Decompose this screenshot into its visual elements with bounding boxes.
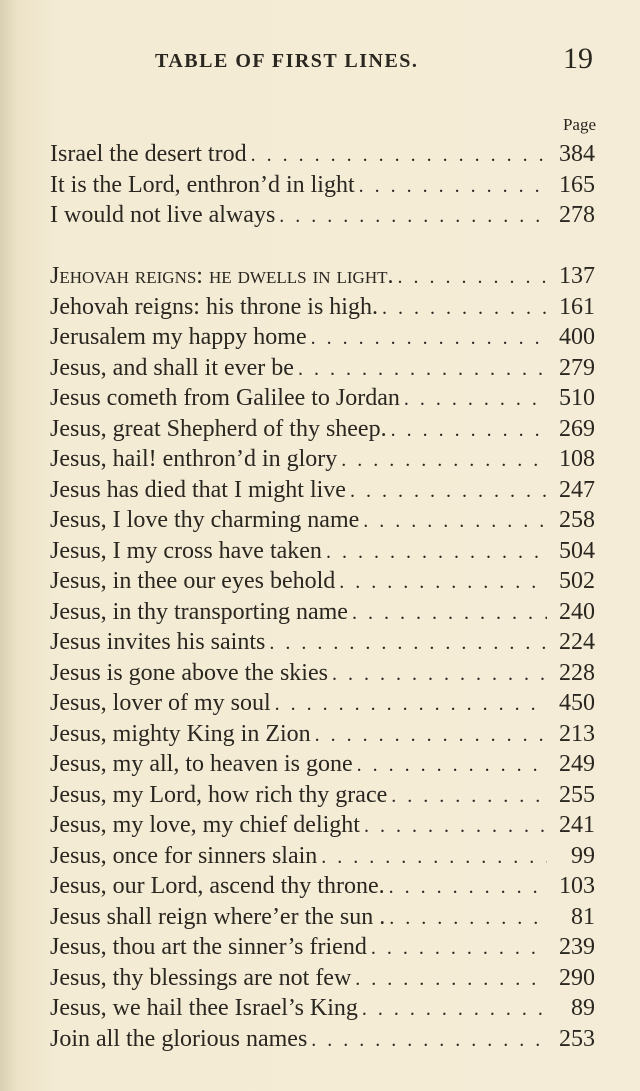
first-line-entry <box>50 536 595 567</box>
first-line-text: Jesus, in thy transporting name <box>50 598 348 625</box>
hymn-page-number: 241 <box>559 812 595 838</box>
hymn-page-number: 279 <box>559 354 595 381</box>
hymn-page-number: 213 <box>559 720 595 747</box>
dot-leader <box>321 842 547 873</box>
hymn-page-number: 504 <box>559 537 595 564</box>
dot-leader <box>251 140 547 171</box>
first-line-text: Israel the desert trod <box>50 141 247 167</box>
hymn-page-number: 249 <box>559 751 595 777</box>
first-line-text: Jesus, I love thy charming name <box>50 507 360 533</box>
first-line-entry <box>50 353 595 384</box>
first-line-entry <box>50 292 595 323</box>
first-lines-group-j <box>50 261 595 1054</box>
first-line-text: Jesus, thy blessings are not few <box>50 964 352 991</box>
dot-leader <box>391 415 547 446</box>
first-line-text: Jesus, mighty King in Zion <box>50 720 311 747</box>
first-line-text: Jesus, I my cross have taken <box>50 537 322 564</box>
hymn-page-number: 510 <box>559 385 595 411</box>
first-line-text: Jesus, my Lord, how rich thy grace <box>50 781 388 808</box>
hymn-page-number: 239 <box>559 934 595 960</box>
first-line-text: Jesus is gone above the skies <box>50 659 328 686</box>
first-line-text: Jesus, we hail thee Israel’s King <box>50 995 358 1021</box>
hymn-page-number: 400 <box>559 324 595 350</box>
dot-leader <box>275 689 547 720</box>
first-line-text: Jesus, in thee our eyes behold <box>50 568 336 594</box>
hymn-page-number: 278 <box>559 202 595 228</box>
first-line-entry <box>50 261 595 292</box>
first-line-entry <box>50 688 595 719</box>
running-head <box>155 42 605 82</box>
first-line-text: Jesus, thou art the sinner’s friend <box>50 934 367 960</box>
first-line-entry <box>50 993 595 1024</box>
first-line-text: Jesus cometh from Galilee to Jordan <box>50 385 400 411</box>
hymn-page-number: 247 <box>559 476 595 503</box>
first-line-entry <box>50 658 595 689</box>
first-line-entry <box>50 444 595 475</box>
first-line-text: Join all the glorious names <box>50 1025 308 1052</box>
hymn-page-number: 450 <box>559 690 595 716</box>
first-line-text: Jesus, hail! enthron’d in glory <box>50 446 338 472</box>
dot-leader <box>311 1025 547 1056</box>
first-line-entry <box>50 871 595 902</box>
hymn-page-number: 81 <box>571 903 595 930</box>
dot-leader <box>269 628 547 659</box>
first-line-entry <box>50 932 595 963</box>
first-line-entry <box>50 597 595 628</box>
dot-leader <box>355 964 547 995</box>
dot-leader <box>326 537 547 568</box>
first-line-entry <box>50 963 595 994</box>
first-line-text: I would not live always <box>50 202 276 228</box>
first-line-text: Jesus, lover of my soul <box>50 690 271 716</box>
hymn-page-number: 108 <box>559 446 595 472</box>
dot-leader <box>341 445 547 476</box>
first-line-entry <box>50 505 595 536</box>
hymn-page-number: 137 <box>559 263 595 289</box>
first-line-entry <box>50 1024 595 1055</box>
dot-leader <box>363 506 547 537</box>
first-line-entry <box>50 902 595 933</box>
first-line-entry <box>50 139 595 170</box>
first-line-entry <box>50 810 595 841</box>
dot-leader <box>352 598 547 629</box>
first-line-entry <box>50 841 595 872</box>
first-line-text: Jesus, great Shepherd of thy sheep. <box>50 415 387 442</box>
first-line-text: Jesus, my love, my chief delight <box>50 812 360 838</box>
first-line-text: Jesus, our Lord, ascend thy throne. <box>50 873 385 899</box>
dot-leader <box>359 171 547 202</box>
page-number: 19 <box>563 42 593 75</box>
dot-leader <box>350 476 547 507</box>
dot-leader <box>362 994 547 1025</box>
dot-leader <box>382 293 547 324</box>
hymn-page-number: 103 <box>559 873 595 899</box>
first-line-text: Jesus shall reign where’er the sun . <box>50 903 386 930</box>
first-line-entry <box>50 170 595 201</box>
dot-leader <box>279 201 547 232</box>
first-line-text: Jehovah reigns: his throne is high. <box>50 293 378 320</box>
first-line-entry <box>50 383 595 414</box>
dot-leader <box>339 567 547 598</box>
dot-leader <box>315 720 547 751</box>
dot-leader <box>389 903 547 934</box>
first-line-entry <box>50 475 595 506</box>
hymn-page-number: 89 <box>571 995 595 1021</box>
dot-leader <box>357 750 547 781</box>
hymn-page-number: 165 <box>559 171 595 198</box>
dot-leader <box>364 811 547 842</box>
first-line-text: Jesus, my all, to heaven is gone <box>50 751 353 777</box>
first-line-entry <box>50 566 595 597</box>
hymn-page-number: 258 <box>559 507 595 533</box>
hymn-page-number: 255 <box>559 781 595 808</box>
dot-leader <box>398 262 548 293</box>
hymn-page-number: 240 <box>559 598 595 625</box>
dot-leader <box>371 933 547 964</box>
first-line-text: Jesus, once for sinners slain <box>50 842 318 869</box>
dot-leader <box>391 781 547 812</box>
hymn-page-number: 502 <box>559 568 595 594</box>
page-column-label: Page <box>562 115 596 134</box>
dot-leader <box>311 323 547 354</box>
first-line-text: Jesus, and shall it ever be <box>50 354 294 381</box>
first-line-text: Jerusalem my happy home <box>50 324 307 350</box>
first-line-text: Jesus invites his saints <box>50 629 266 655</box>
first-line-text: Jehovah reigns: he dwells in light. <box>50 263 394 289</box>
dot-leader <box>298 354 547 385</box>
hymn-page-number: 384 <box>559 141 595 167</box>
hymn-page-number: 253 <box>559 1025 595 1052</box>
first-line-entry <box>50 719 595 750</box>
hymn-page-number: 99 <box>571 842 595 869</box>
first-line-text: Jesus has died that I might live <box>50 476 346 503</box>
dot-leader <box>332 659 547 690</box>
first-line-entry <box>50 200 595 231</box>
first-lines-group-i <box>50 139 595 231</box>
first-line-text: It is the Lord, enthron’d in light <box>50 171 355 198</box>
hymn-page-number: 269 <box>559 415 595 442</box>
first-line-entry <box>50 780 595 811</box>
first-line-entry <box>50 627 595 658</box>
first-line-entry <box>50 414 595 445</box>
dot-leader <box>404 384 547 415</box>
hymn-page-number: 228 <box>559 659 595 686</box>
page-title: TABLE OF FIRST LINES. <box>155 50 419 72</box>
hymn-page-number: 161 <box>559 293 595 320</box>
first-line-entry <box>50 749 595 780</box>
dot-leader <box>389 872 547 903</box>
first-line-entry <box>50 322 595 353</box>
hymn-page-number: 290 <box>559 964 595 991</box>
hymn-page-number: 224 <box>559 629 595 655</box>
